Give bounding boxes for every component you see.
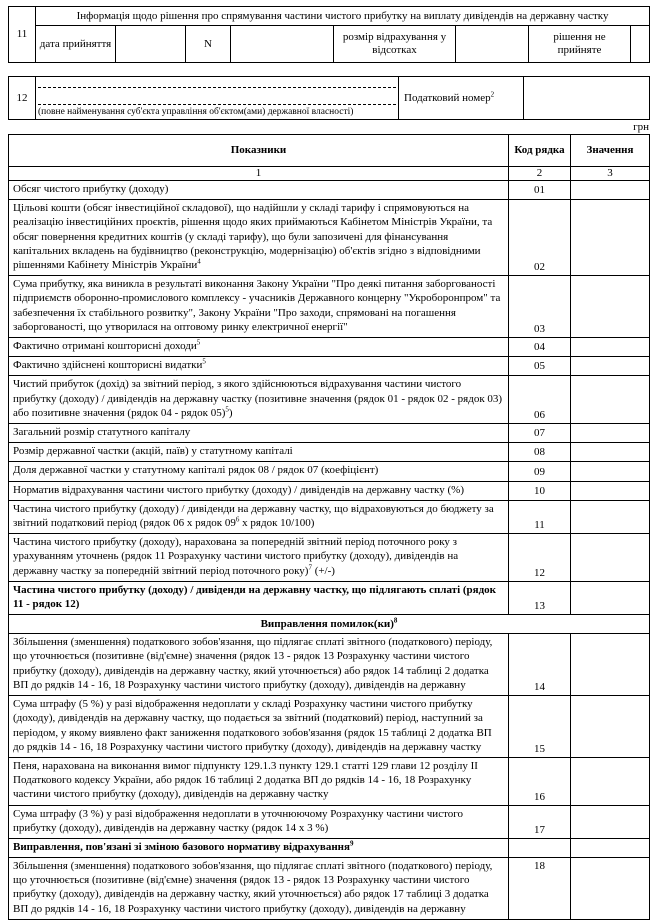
entity-name-cell <box>36 77 399 120</box>
table-row <box>9 481 650 500</box>
row-code: 12 <box>509 534 571 582</box>
decision-info-table <box>8 6 650 63</box>
indicator-cell: Сума прибутку, яка виникла в результаті виконання Закону України "Про деякі питання заборгованості підприємств оборонно-промислового комплексу - учасників Державного концерну "Укроборонпром" та забезпечення їх стабільного розвитку", Закону України "Про заходи, спрямовані на погашення заборгованості, що утворилася на оптовому ринку електричної енергії" <box>9 276 509 338</box>
value-cell[interactable] <box>571 376 650 424</box>
value-cell[interactable] <box>571 462 650 481</box>
indicator-cell: Норматив відрахування частини чистого прибутку (доходу) / дивідендів на державну частку (%) <box>9 481 509 500</box>
row-code: 11 <box>509 500 571 533</box>
indicator-cell: Частина чистого прибутку (доходу), нарахована за попередній звітний період поточного року з урахуванням уточнень (рядок 11 Розрахунку частини чистого прибутку (доходу), дивідендів на державну частку за попередній звітний період поточного року)$^7$ (+/-) <box>9 534 509 582</box>
table-row <box>9 500 650 533</box>
table-row <box>9 462 650 481</box>
entity-name-caption: (повне найменування суб'єкта управління об'єктом(ами) державної власності) <box>38 107 354 117</box>
value-cell[interactable] <box>571 581 650 614</box>
indicator-cell: Частина чистого прибутку (доходу) / дивіденди на державну частку, що відраховуються до бюджету за звітний податковий період (рядок 06 х рядок $09^6$ х рядок 10/100) <box>9 500 509 533</box>
decision-not-adopted-label: рішення не прийняте <box>529 26 631 63</box>
row-number-11: 11 <box>9 7 36 63</box>
row-code: 04 <box>509 338 571 357</box>
deduction-percent-label: розмір відрахування у відсотках <box>334 26 456 63</box>
indicator-cell: Збільшення (зменшення) податкового зобов'язання, що підлягає сплаті звітного (податкового) періоду, що уточнюється (позитивне (від'ємне) значення (рядок 13 - рядок 13 Розрахунку частини чистого прибутку (доходу), дивідендів на державну частку, який уточнюється) або рядок 17 таблиці 3 додатка ВП до рядків 14 - 16, 18 Розрахунку частини чистого прибутку (доходу), дивідендів на державну <box>9 857 509 919</box>
row-code: 06 <box>509 376 571 424</box>
table-row <box>9 181 650 200</box>
section-header: Виправлення, пов'язані зі зміною базового нормативу відрахування$^9$ <box>9 838 509 857</box>
indicator-cell: Розмір державної частки (акцій, паїв) у статутному капіталі <box>9 443 509 462</box>
value-cell[interactable] <box>571 338 650 357</box>
indicator-cell: Загальний розмір статутного капіталу <box>9 424 509 443</box>
value-cell[interactable] <box>571 634 650 696</box>
tax-number-label: Податковий номер$^2$ <box>399 77 524 120</box>
table-row <box>9 534 650 582</box>
indicator-cell: Сума штрафу (5 %) у разі відображення недоплати у складі Розрахунку частини чистого прибутку (доходу), дивідендів на державну частку, що подається за звітний (податковий) період, наступний за періодом, у якому виявлено факт заниження податкового зобов'язання (рядок 15 таблиці 2 додатка ВП до рядків 14 - 16, 18 Розрахунку частини чистого прибутку (доходу), дивідендів на державну частку <box>9 696 509 758</box>
decision-info-title: Інформація щодо рішення про спрямування частини чистого прибутку на виплату дивідендів на державну частку <box>36 7 650 26</box>
value-cell[interactable] <box>571 181 650 200</box>
table-row <box>9 615 650 634</box>
row-code: 15 <box>509 696 571 758</box>
indicator-cell: Обсяг чистого прибутку (доходу) <box>9 181 509 200</box>
indicator-cell: Частина чистого прибутку (доходу) / дивіденди на державну частку, що підлягають сплаті (рядок 11 - рядок 12) <box>9 581 509 614</box>
tax-number-field[interactable] <box>524 77 650 120</box>
decision-number-field[interactable] <box>231 26 334 63</box>
column-number: 1 <box>9 167 509 181</box>
table-row <box>9 634 650 696</box>
table-row <box>9 200 650 276</box>
indicator-cell: Доля державної частки у статутному капіталі рядок 08 / рядок 07 (коефіцієнт) <box>9 462 509 481</box>
indicators-header: Показники <box>9 135 509 167</box>
row-code: 03 <box>509 276 571 338</box>
value-cell[interactable] <box>571 276 650 338</box>
decision-date-field[interactable] <box>116 26 186 63</box>
row-code: 17 <box>509 805 571 838</box>
deduction-percent-field[interactable] <box>456 26 529 63</box>
decision-number-label: N <box>186 26 231 63</box>
row-code <box>509 838 571 857</box>
table-row <box>9 857 650 919</box>
table-row <box>9 338 650 357</box>
row-code: 07 <box>509 424 571 443</box>
value-cell[interactable] <box>571 200 650 276</box>
entity-name-line[interactable] <box>38 77 396 88</box>
row-code: 02 <box>509 200 571 276</box>
row-code-header: Код рядка <box>509 135 571 167</box>
row-code: 08 <box>509 443 571 462</box>
entity-table <box>8 76 650 120</box>
calculation-table <box>8 134 650 920</box>
currency-unit-label: грн <box>633 121 649 133</box>
table-row <box>9 376 650 424</box>
row-code: 13 <box>509 581 571 614</box>
value-header: Значення <box>571 135 650 167</box>
calc-table-body <box>9 181 650 920</box>
table-row <box>9 443 650 462</box>
value-cell[interactable] <box>571 500 650 533</box>
row-code: 18 <box>509 857 571 919</box>
indicator-cell: Збільшення (зменшення) податкового зобов'язання, що підлягає сплаті звітного (податкового) періоду, що уточнюється (позитивне (від'ємне) значення (рядок 13 - рядок 13 Розрахунку частини чистого прибутку (доходу), дивідендів на державну частку, який уточнюється) або рядок 14 таблиці 2 додатка ВП до рядків 14 - 16, 18 Розрахунку частини чистого прибутку (доходу), дивідендів на державну <box>9 634 509 696</box>
indicator-cell: Фактично здійснені кошторисні видатки$^5$ <box>9 357 509 376</box>
table-row <box>9 581 650 614</box>
value-cell[interactable] <box>571 757 650 805</box>
decision-date-label: дата прийняття <box>36 26 116 63</box>
value-cell[interactable] <box>571 443 650 462</box>
value-cell[interactable] <box>571 534 650 582</box>
table-row <box>9 357 650 376</box>
row-code: 05 <box>509 357 571 376</box>
indicator-cell: Сума штрафу (3 %) у разі відображення недоплати в уточнюючому Розрахунку частини чистого прибутку (доходу), дивідендів на державну частку (рядок 14 х 3 %) <box>9 805 509 838</box>
table-row <box>9 757 650 805</box>
value-cell[interactable] <box>571 481 650 500</box>
column-number: 3 <box>571 167 650 181</box>
decision-not-adopted-field[interactable] <box>631 26 650 63</box>
value-cell[interactable] <box>571 805 650 838</box>
table-row <box>9 805 650 838</box>
row-code: 10 <box>509 481 571 500</box>
row-code: 09 <box>509 462 571 481</box>
row-code: 01 <box>509 181 571 200</box>
section-header: Виправлення помилок(ки)$^8$ <box>9 615 650 634</box>
table-row <box>9 276 650 338</box>
table-row <box>9 696 650 758</box>
column-number: 2 <box>509 167 571 181</box>
row-code: 16 <box>509 757 571 805</box>
value-cell[interactable] <box>571 424 650 443</box>
value-cell[interactable] <box>571 838 650 857</box>
value-cell[interactable] <box>571 696 650 758</box>
row-number-12: 12 <box>9 77 36 120</box>
indicator-cell: Чистий прибуток (дохід) за звітний період, з якого здійснюються відрахування частини чистого прибутку (доходу) / дивідендів на державну частку (позитивне значення (рядок 01 - рядок 02 - рядок 03) або позитивне значення (рядок 04 - рядок 05)$^5$) <box>9 376 509 424</box>
indicator-cell: Фактично отримані кошторисні доходи$^5$ <box>9 338 509 357</box>
value-cell[interactable] <box>571 357 650 376</box>
table-row <box>9 838 650 857</box>
value-cell[interactable] <box>571 857 650 919</box>
indicator-cell: Пеня, нарахована на виконання вимог підпункту 129.1.3 пункту 129.1 статті 129 глави 12 розділу II Податкового кодексу України, або рядок 16 таблиці 2 додатка ВП до рядків 14 - 16, 18 Розрахунку частини чистого прибутку (доходу), дивідендів на державну частку <box>9 757 509 805</box>
entity-name-line[interactable] <box>38 88 396 105</box>
indicator-cell: Цільові кошти (обсяг інвестиційної складової), що надійшли у складі тарифу і спрямовуються на реалізацію інвестиційних проєктів, рішення щодо яких приймаються Кабінетом Міністрів України, та обсяг повернення кредитних коштів (у складі тарифу), що були запозичені для фінансування капітальних вкладень на будівництво (реконструкцію, модернізацію) об'єктів згідно з відповідними рішеннями Кабінету Міністрів України$^4$ <box>9 200 509 276</box>
table-row <box>9 424 650 443</box>
row-code: 14 <box>509 634 571 696</box>
